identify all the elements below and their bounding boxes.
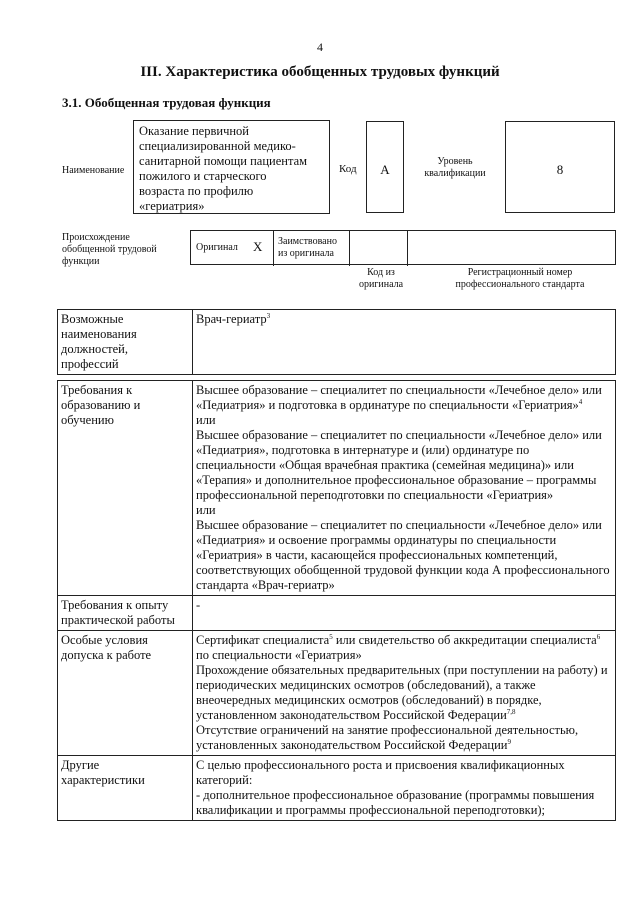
- function-name-box: [133, 120, 330, 214]
- positions-label: [58, 310, 193, 375]
- education-option-3: Высшее образование – специалитет по специальности «Лечебное дело» или «Педиатрия» и освоение программы ординатуры по специальности «Гериатрия» в части, касающейся профессиональных компетенций, соответствующих обобщенной трудовой функции кода А профессионального стандарта «Врач-гериатр»: [196, 518, 610, 592]
- level-label: [410, 156, 500, 180]
- admission-value: [193, 631, 616, 756]
- positions-label-line: наименования: [61, 327, 137, 341]
- other-text: - дополнительное профессиональное образование (программы повышения квалификации и программы профессиональной переподготовки);: [196, 788, 595, 817]
- section-subtitle: 3.1. Обобщенная трудовая функция: [62, 95, 271, 110]
- code-caption: [346, 267, 416, 291]
- education-label-line: обучению: [61, 413, 114, 427]
- section-title: III. Характеристика обобщенных трудовых функций: [140, 64, 500, 80]
- position-title: Врач-гериатр: [196, 312, 267, 326]
- regnum-caption-line: Регистрационный номер: [467, 267, 573, 278]
- positions-value: [193, 310, 616, 375]
- admission-medical-text: Прохождение обязательных предварительных (при поступлении на работу) и периодических медицинских осмотров (обследований), а также внеочередных медицинских осмотров (обследований) в порядке, установленном законодательством Российской Федерации: [196, 663, 608, 722]
- origin-label-line: функции: [62, 256, 100, 267]
- education-label-line: образованию и: [61, 398, 141, 412]
- footnote-ref: 9: [507, 738, 511, 746]
- education-label-line: Требования к: [61, 383, 133, 397]
- function-name-line: «гериатрия»: [139, 199, 205, 213]
- admission-medical: [196, 663, 612, 723]
- or-separator: или: [196, 503, 216, 517]
- origin-row: [190, 230, 616, 265]
- table-row: [58, 310, 616, 375]
- borrowed-label-line: Заимствовано: [278, 236, 337, 247]
- level-label-line: Уровень: [437, 156, 473, 167]
- original-mark: X: [253, 239, 263, 254]
- code-caption-line: Код из: [367, 267, 395, 278]
- function-name-line: возраста по профилю: [139, 184, 254, 198]
- footnote-ref: 3: [266, 312, 271, 320]
- borrowed-label-line: из оригинала: [278, 248, 334, 259]
- admission-cert: [196, 633, 612, 663]
- admission-cert-text: Сертификат специалиста: [196, 633, 330, 647]
- admission-cert-text: или свидетельство об аккредитации специалиста: [332, 633, 597, 647]
- other-text: С целью профессионального роста и присвоения квалификационных категорий:: [196, 758, 565, 787]
- table-row: [58, 756, 616, 821]
- table-row: [58, 631, 616, 756]
- function-name-line: пожилого и старческого: [139, 169, 267, 183]
- experience-label-line: Требования к опыту: [61, 598, 169, 612]
- code-caption-line: оригинала: [358, 279, 404, 290]
- other-label: [58, 756, 193, 821]
- footnote-ref: 7,8: [506, 708, 516, 716]
- experience-label: [58, 596, 193, 631]
- footnote-ref: 5: [329, 633, 333, 641]
- original-label: Оригинал: [196, 242, 238, 253]
- admission-restrictions-text: Отсутствие ограничений на занятие профессиональной деятельностью, установленных законодательством Российской Федерации: [196, 723, 579, 752]
- admission-label-line: Особые условия: [61, 633, 148, 647]
- function-name-line: Оказание первичной: [139, 124, 249, 138]
- admission-label: [58, 631, 193, 756]
- divider: [407, 231, 408, 266]
- function-name-line: специализированной медико-: [139, 139, 296, 153]
- other-value: [193, 756, 616, 821]
- level-label-line: квалификации: [424, 168, 486, 179]
- regnum-caption: [425, 267, 615, 291]
- borrowed-label: [278, 236, 337, 260]
- regnum-caption-line: профессионального стандарта: [455, 279, 585, 290]
- or-separator: или: [196, 413, 216, 427]
- experience-value: -: [193, 596, 616, 631]
- admission-label-line: допуска к работе: [61, 648, 152, 662]
- education-label: [58, 381, 193, 596]
- footnote-ref: 6: [596, 633, 601, 641]
- divider: [273, 231, 274, 266]
- code-label: Код: [339, 163, 357, 175]
- function-name-line: санитарной помощи пациентам: [139, 154, 308, 168]
- education-option-2: Высшее образование – специалитет по специальности «Лечебное дело» или «Педиатрия», подготовка в интернатуре и (или) ординатуре по специальности «Общая врачебная практика (семейная медицина)» или «Терапия» и дополнительное профессиональное образование – программы профессиональной переподготовки по специальности «Гериатрия»: [196, 428, 602, 502]
- origin-label: [62, 232, 157, 268]
- code-value-box: А: [366, 121, 404, 213]
- positions-label-line: Возможные: [61, 312, 124, 326]
- origin-label-line: обобщенной трудовой: [62, 244, 157, 255]
- admission-cert-text: по специальности «Гериатрия»: [196, 648, 362, 662]
- other-label-line: характеристики: [61, 773, 145, 787]
- admission-restrictions: [196, 723, 612, 753]
- table-row: [58, 596, 616, 631]
- page-number: 4: [317, 40, 323, 54]
- education-option-1: Высшее образование – специалитет по специальности «Лечебное дело» или «Педиатрия» и подготовка в ординатуре по специальности «Гериатрия»: [196, 383, 602, 412]
- footnote-ref: 4: [578, 398, 583, 406]
- name-label: Наименование: [62, 165, 125, 176]
- experience-label-line: практической работы: [61, 613, 175, 627]
- origin-label-line: Происхождение: [62, 232, 130, 243]
- education-value: [193, 381, 616, 596]
- level-value-box: 8: [505, 121, 615, 213]
- positions-label-line: профессий: [61, 357, 119, 371]
- positions-label-line: должностей,: [61, 342, 128, 356]
- requirements-table: [57, 380, 616, 821]
- positions-table: [57, 309, 616, 375]
- divider: [349, 231, 350, 266]
- table-row: [58, 381, 616, 596]
- other-label-line: Другие: [61, 758, 100, 772]
